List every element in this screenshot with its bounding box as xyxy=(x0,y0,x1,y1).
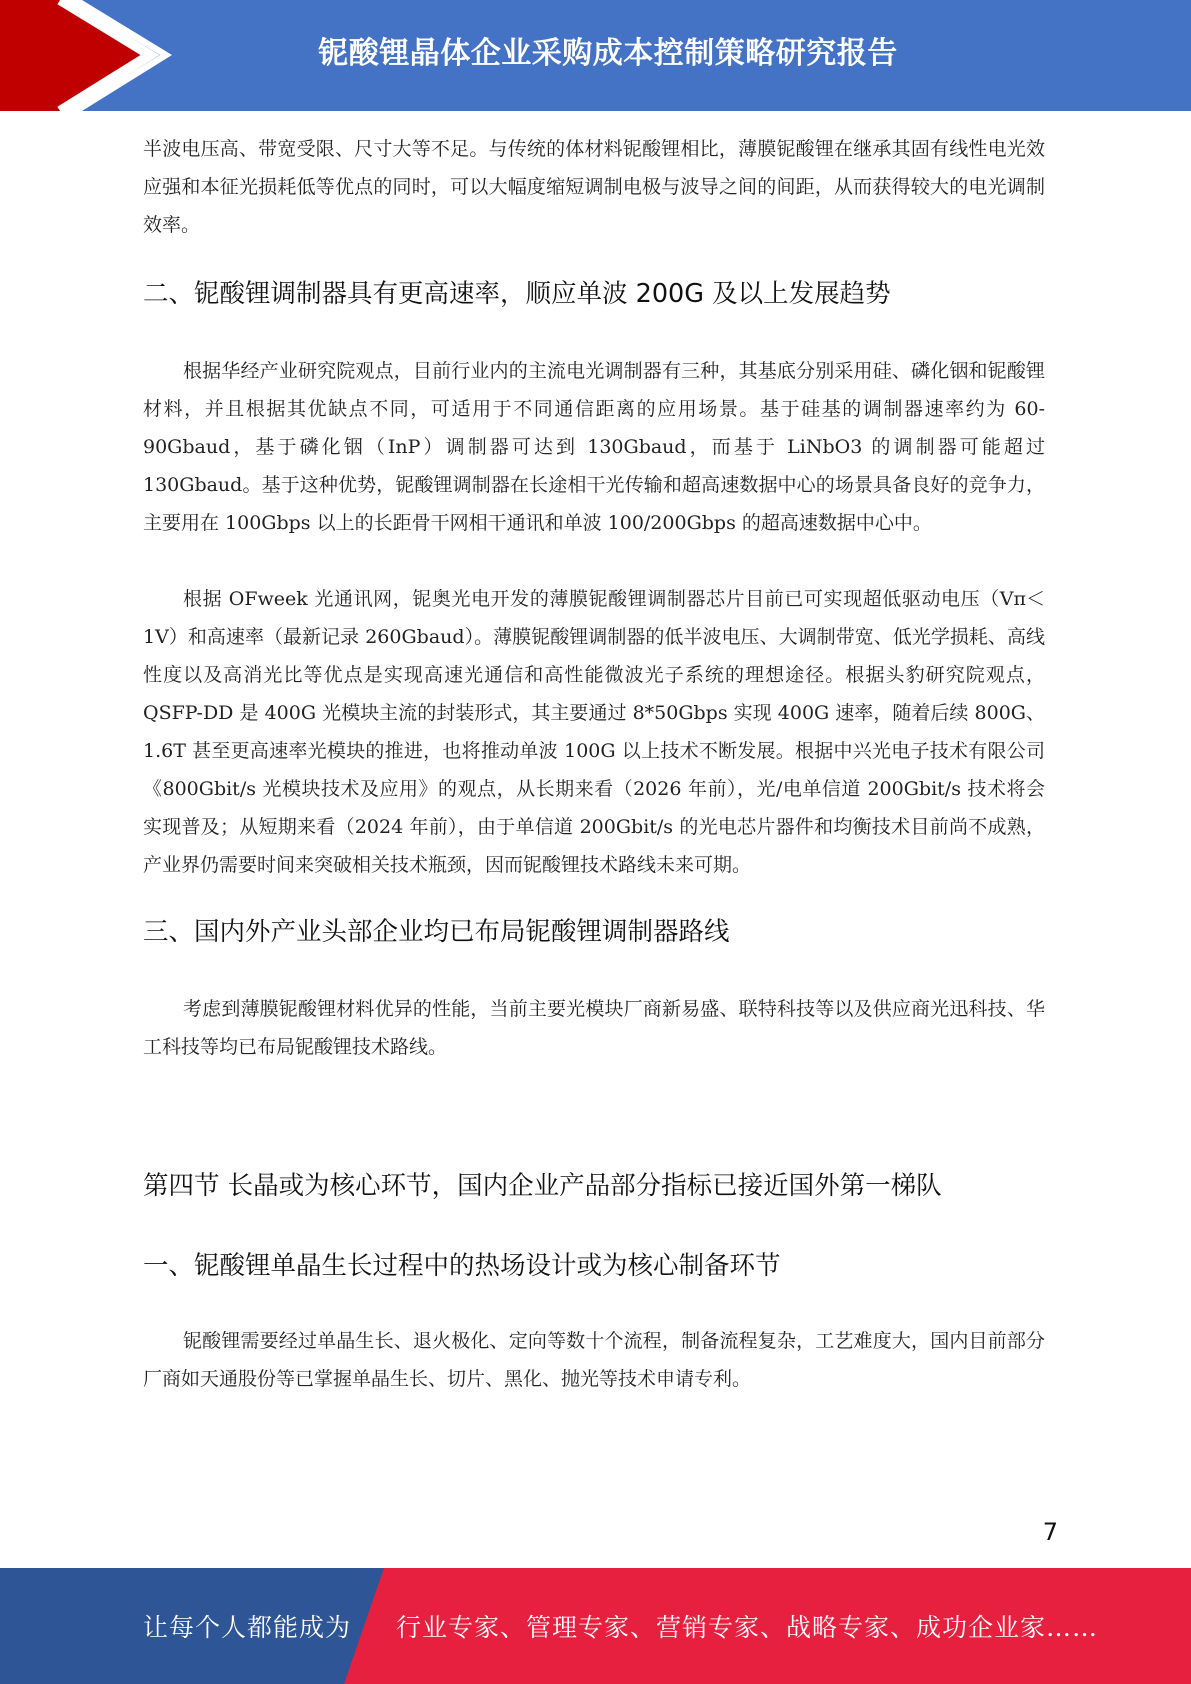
page-number: 7 xyxy=(1042,1518,1058,1546)
paragraph-2: 根据华经产业研究院观点，目前行业内的主流电光调制器有三种，其基底分别采用硅、磷化铟和铌酸锂材料，并且根据其优缺点不同，可适用于不同通信距离的应用场景。基于硅基的调制器速率约为 60-90Gbaud，基于磷化铟（InP）调制器可达到 130Gbaud，而基于 LiNbO3 的调制器可能超过 130Gbaud。基于这种优势，铌酸锂调制器在长途相干光传输和超高速数据中心的场景具备良好的竞争力，主要用在 100Gbps 以上的长距骨干网相干通讯和单波 100/200Gbps 的超高速数据中心中。 xyxy=(143,360,1045,534)
paragraph-3: 根据 OFweek 光通讯网，铌奥光电开发的薄膜铌酸锂调制器芯片目前已可实现超低驱动电压（Vπ＜1V）和高速率（最新记录 260Gbaud）。薄膜铌酸锂调制器的低半波电压、大调制带宽、低光学损耗、高线性度以及高消光比等优点是实现高速光通信和高性能微波光子系统的理想途径。根据头豹研究院观点，QSFP-DD 是 400G 光模块主流的封装形式，其主要通过 8*50Gbps 实现 400G 速率，随着后续 800G、1.6T 甚至更高速率光模块的推进，也将推动单波 100G 以上技术不断发展。根据中兴光电子技术有限公司《800Gbit/s 光模块技术及应用》的观点，从长期来看（2026 年前），光/电单信道 200Gbit/s 技术将会实现普及；从短期来看（2024 年前），由于单信道 200Gbit/s 的光电芯片器件和均衡技术目前尚不成熟，产业界仍需要时间来突破相关技术瓶颈，因而铌酸锂技术路线未来可期。 xyxy=(143,588,1045,876)
paragraph-1: 半波电压高、带宽受限、尺寸大等不足。与传统的体材料铌酸锂相比，薄膜铌酸锂在继承其固有线性电光效应强和本征光损耗低等优点的同时，可以大幅度缩短调制电极与波导之间的间距，从而获得较大的电光调制效率。 xyxy=(143,138,1045,236)
section-heading: 第四节 长晶或为核心环节，国内企业产品部分指标已接近国外第一梯队 xyxy=(143,1171,942,1201)
footer-slogan-right: 行业专家、管理专家、营销专家、战略专家、成功企业家…… xyxy=(396,1613,1099,1642)
heading-3: 三、国内外产业头部企业均已布局铌酸锂调制器路线 xyxy=(143,917,730,947)
page-content xyxy=(143,130,1045,1398)
header-band xyxy=(0,0,1191,111)
heading-4: 一、铌酸锂单晶生长过程中的热场设计或为核心制备环节 xyxy=(143,1251,781,1281)
heading-2: 二、铌酸锂调制器具有更高速率，顺应单波 200G 及以上发展趋势 xyxy=(143,279,891,309)
footer-slogan-left: 让每个人都能成为 xyxy=(143,1613,352,1642)
report-title: 铌酸锂晶体企业采购成本控制策略研究报告 xyxy=(318,36,898,71)
paragraph-5: 铌酸锂需要经过单晶生长、退火极化、定向等数十个流程，制备流程复杂，工艺难度大，国内目前部分厂商如天通股份等已掌握单晶生长、切片、黑化、抛光等技术申请专利。 xyxy=(143,1330,1045,1390)
paragraph-4: 考虑到薄膜铌酸锂材料优异的性能，当前主要光模块厂商新易盛、联特科技等以及供应商光迅科技、华工科技等均已布局铌酸锂技术路线。 xyxy=(143,998,1045,1058)
footer-band xyxy=(0,1568,1191,1684)
